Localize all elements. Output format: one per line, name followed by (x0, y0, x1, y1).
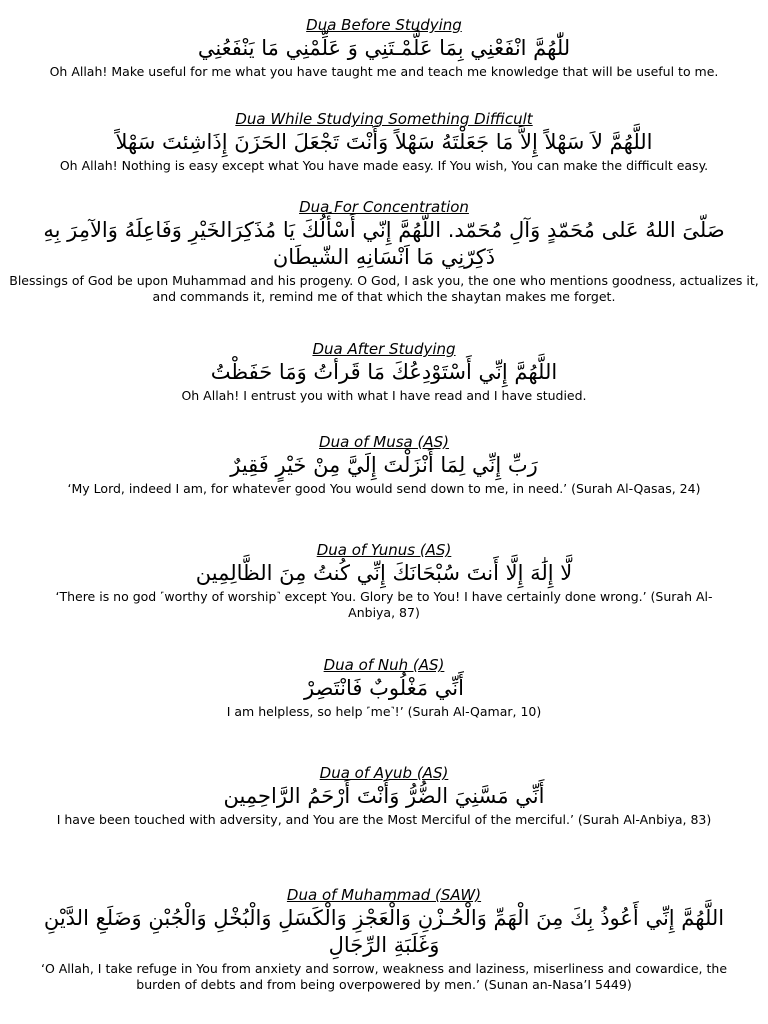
dua-translation: Oh Allah! Nothing is easy except what You have made easy. If You wish, You can make the difficult easy. (59, 158, 709, 173)
dua-title: Dua Before Studying (306, 16, 462, 34)
dua-of-nuh (0, 656, 768, 720)
dua-arabic: أَنِّي مَسَّنِيَ الضُّرُّ وَأَنْتَ أَرْحَمُ الرَّاحِمِين (223, 784, 545, 808)
dua-title: Dua of Muhammad (SAW) (286, 886, 482, 904)
dua-arabic: اللَّهُمَّ إِنِّي أَعُوذُ بِكَ مِنَ الْهَمِّ وَالْحُـزْنِ وَالْعَجْزِ وَالْكَسَلِ وَالْبُخْلِ وَالْجُبْنِ وَضَلَعِ الدَّيْنِ وَغَلَبَةِ الرِّجَالِ (43, 906, 725, 957)
dua-title: Dua While Studying Something Difficult (235, 110, 533, 128)
dua-translation: I am helpless, so help ˹me˺!’ (Surah Al-Qamar, 10) (226, 704, 542, 719)
dua-title: Dua of Ayub (AS) (319, 764, 449, 782)
dua-while-studying-difficult (0, 110, 768, 174)
dua-title: Dua of Musa (AS) (319, 433, 449, 451)
dua-translation: ‘My Lord, indeed I am, for whatever good You would send down to me, in need.’ (Surah Al-Qasas, 24) (67, 481, 701, 496)
dua-of-muhammad (0, 886, 768, 992)
dua-title: Dua After Studying (312, 340, 456, 358)
dua-translation: ‘There is no god ˹worthy of worship˺ except You. Glory be to You! I have certainly done wrong.’ (Surah Al-Anbiya, 87) (55, 589, 713, 620)
dua-arabic: رَبِّ إِنِّي لِمَا أَنْزَلْتَ إِلَيَّ مِنْ خَيْرٍ فَقِيرٌ (230, 453, 538, 477)
dua-title: Dua of Yunus (AS) (316, 541, 452, 559)
dua-after-studying (0, 340, 768, 404)
dua-of-musa (0, 433, 768, 497)
dua-arabic: صَلّىَ اللهُ عَلى مُحَمّدٍ وَآلِ مُحَمّد. اللّهُمَّ إِنّي أَسْأَلُكَ يَا مُذَكِرَالخَيْرِ وَفَاعِلَهُ وَالآمِرَ بِهِ ذَكِرّنِي مَا اَنْسَانِهِ الشّيطَان (43, 218, 725, 269)
dua-arabic: اللَّهُمَّ إِنِّي أَسْتَوْدِعُكَ مَا قَرأتُ وَمَا حَفَظْتُ (210, 360, 558, 384)
dua-of-yunus (0, 541, 768, 620)
dua-translation: Oh Allah! Make useful for me what you have taught me and teach me knowledge that will be useful to me. (49, 64, 719, 79)
dua-arabic: أَنِّي مَغْلُوبٌ فَانْتَصِرْ (304, 676, 464, 700)
dua-before-studying (0, 16, 768, 80)
dua-arabic: للّٰهُمَّ انْفَعْنِي بِمَا عَلَّمْـتَنِي وَ عَلِّمْنِي مَا يَنْفَعُنِي (197, 36, 571, 60)
dua-of-ayub (0, 764, 768, 828)
dua-for-concentration (0, 198, 768, 304)
dua-arabic: اللَّهُمَّ لاَ سَهْلاً إِلاَّ مَا جَعَلْتَهُ سَهْلاً وَأَنْتَ تَجْعَلَ الحَزَنَ إِذَاشِئتَ سَهْلاً (115, 130, 653, 154)
dua-translation: Blessings of God be upon Muhammad and his progeny. O God, I ask you, the one who mentions goodness, actualizes it, and commands it, remind me of that which the shaytan makes me forget. (9, 273, 759, 304)
dua-title: Dua of Nuh (AS) (323, 656, 445, 674)
dua-translation: Oh Allah! I entrust you with what I have read and I have studied. (181, 388, 587, 403)
dua-title: Dua For Concentration (299, 198, 469, 216)
dua-arabic: لَّا إِلَٰهَ إِلَّا أَنتَ سُبْحَانَكَ إِنِّي كُنتُ مِنَ الظَّالِمِين (195, 561, 573, 585)
dua-translation: ‘O Allah, I take refuge in You from anxiety and sorrow, weakness and laziness, miserliness and cowardice, the burden of debts and from being overpowered by men.’ (Sunan an-Nasa’I 5449) (40, 961, 728, 992)
dua-translation: I have been touched with adversity, and You are the Most Merciful of the merciful.’ (Surah Al-Anbiya, 83) (56, 812, 712, 827)
